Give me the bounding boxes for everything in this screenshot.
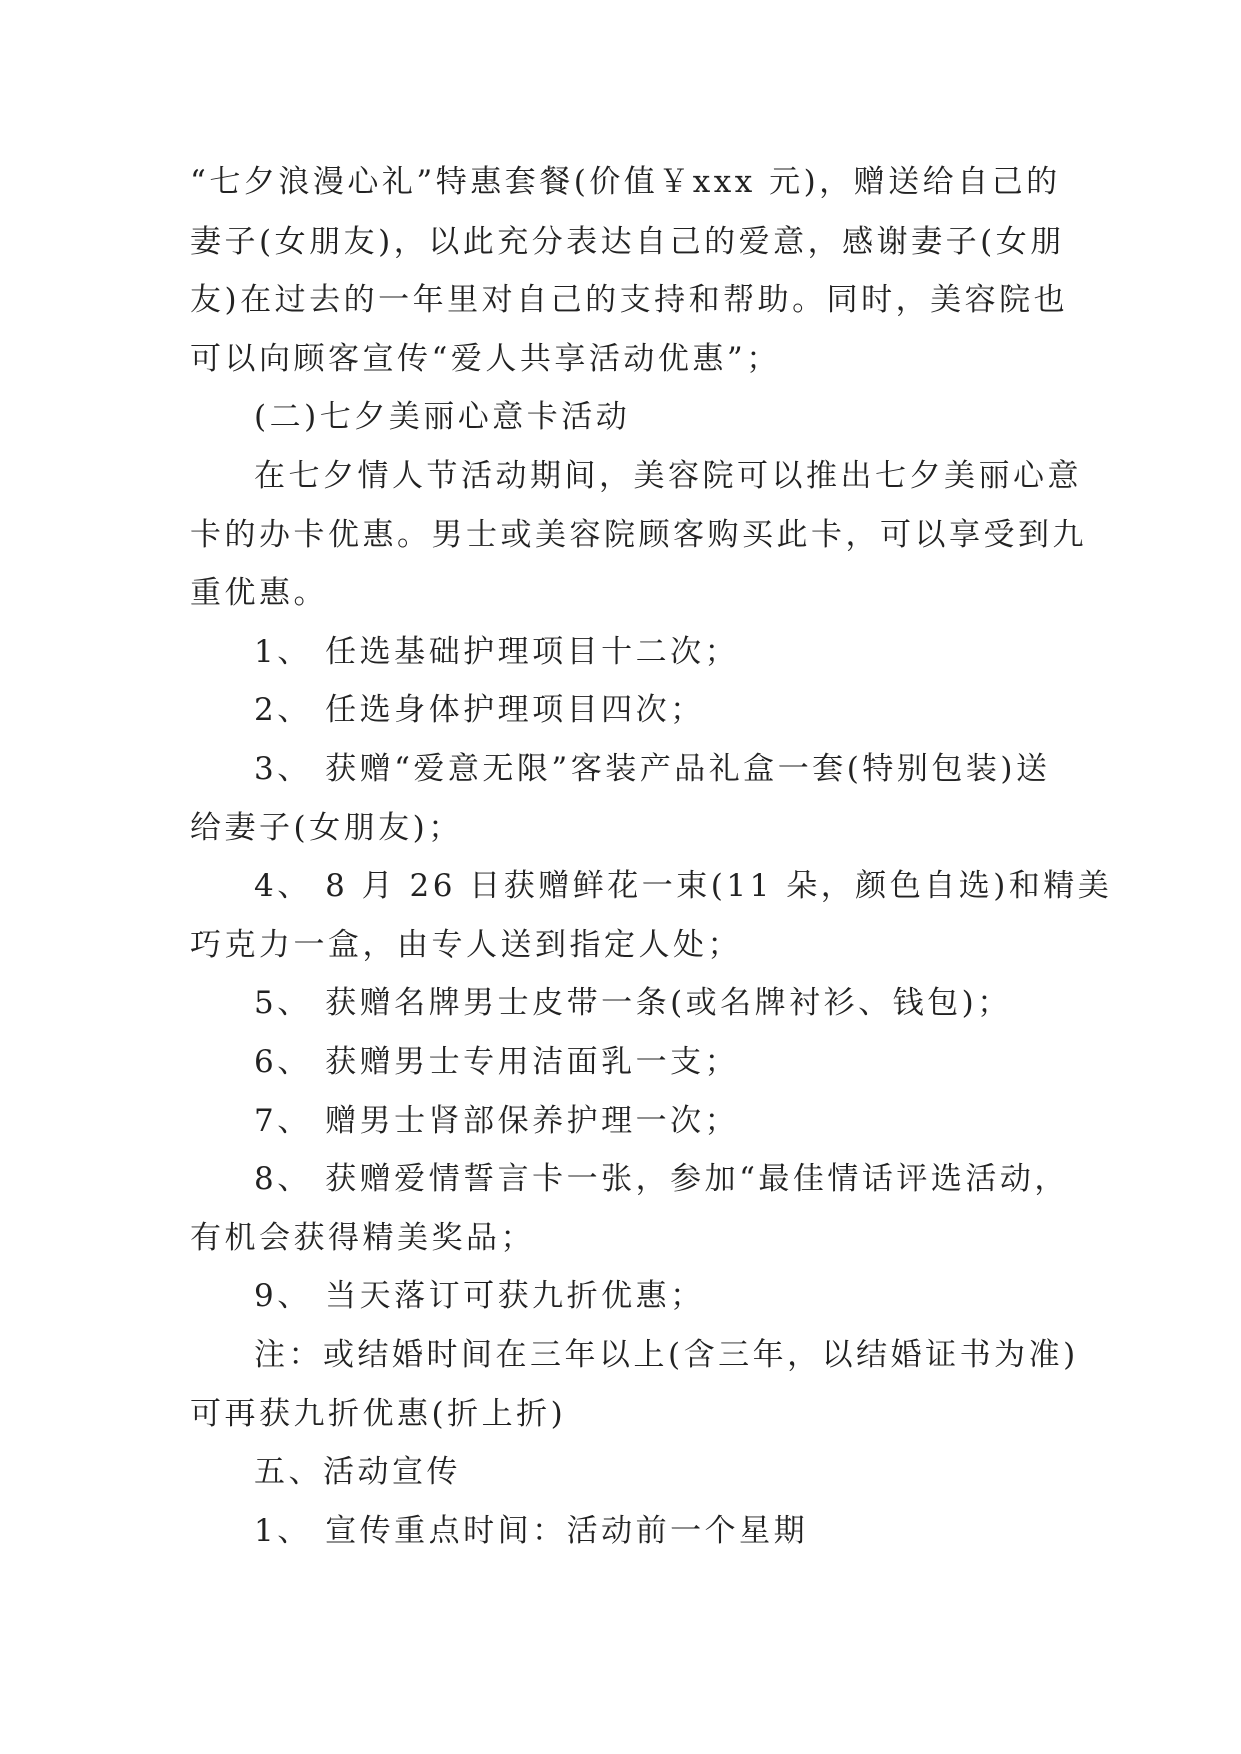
section-heading-5: 五、活动宣传: [254, 1454, 461, 1490]
text-line-3: 友)在过去的一年里对自己的支持和帮助。同时，美容院也: [190, 282, 1069, 318]
list-item-4: 4、 8 月 26 日获赠鲜花一束(11 朵，颜色自选)和精美: [254, 868, 1113, 904]
text-line-8: 重优惠。: [190, 575, 328, 611]
promo-item-1: 1、 宣传重点时间：活动前一个星期: [254, 1513, 809, 1549]
note-line: 注：或结婚时间在三年以上(含三年，以结婚证书为准): [254, 1337, 1079, 1373]
section-heading-2: (二)七夕美丽心意卡活动: [254, 399, 631, 435]
text-line-4: 可以向顾客宣传“爱人共享活动优惠”；: [190, 341, 781, 377]
text-line-1: “七夕浪漫心礼”特惠套餐(价值￥xxx 元)，赠送给自己的: [190, 164, 1061, 200]
list-item-6: 6、 获赠男士专用洁面乳一支；: [254, 1044, 740, 1080]
text-line-7: 卡的办卡优惠。男士或美容院顾客购买此卡，可以享受到九: [190, 517, 1087, 553]
text-line-6: 在七夕情人节活动期间，美容院可以推出七夕美丽心意: [254, 458, 1082, 494]
list-item-5: 5、 获赠名牌男士皮带一条(或名牌衬衫、钱包)；: [254, 985, 1012, 1021]
list-item-1: 1、 任选基础护理项目十二次；: [254, 634, 740, 670]
list-item-4-cont: 巧克力一盒，由专人送到指定人处；: [190, 927, 742, 963]
text-line-2: 妻子(女朋友)，以此充分表达自己的爱意，感谢妻子(女朋: [190, 224, 1065, 260]
list-item-8-cont: 有机会获得精美奖品；: [190, 1220, 535, 1256]
list-item-3: 3、 获赠“爱意无限”客装产品礼盒一套(特别包装)送: [254, 751, 1051, 787]
list-item-7: 7、 赠男士肾部保养护理一次；: [254, 1103, 740, 1139]
list-item-9: 9、 当天落订可获九折优惠；: [254, 1278, 705, 1314]
list-item-8: 8、 获赠爱情誓言卡一张，参加“最佳情话评选活动，: [254, 1161, 1069, 1197]
list-item-3-cont: 给妻子(女朋友)；: [190, 810, 463, 846]
note-line-cont: 可再获九折优惠(折上折): [190, 1396, 567, 1432]
list-item-2: 2、 任选身体护理项目四次；: [254, 692, 705, 728]
